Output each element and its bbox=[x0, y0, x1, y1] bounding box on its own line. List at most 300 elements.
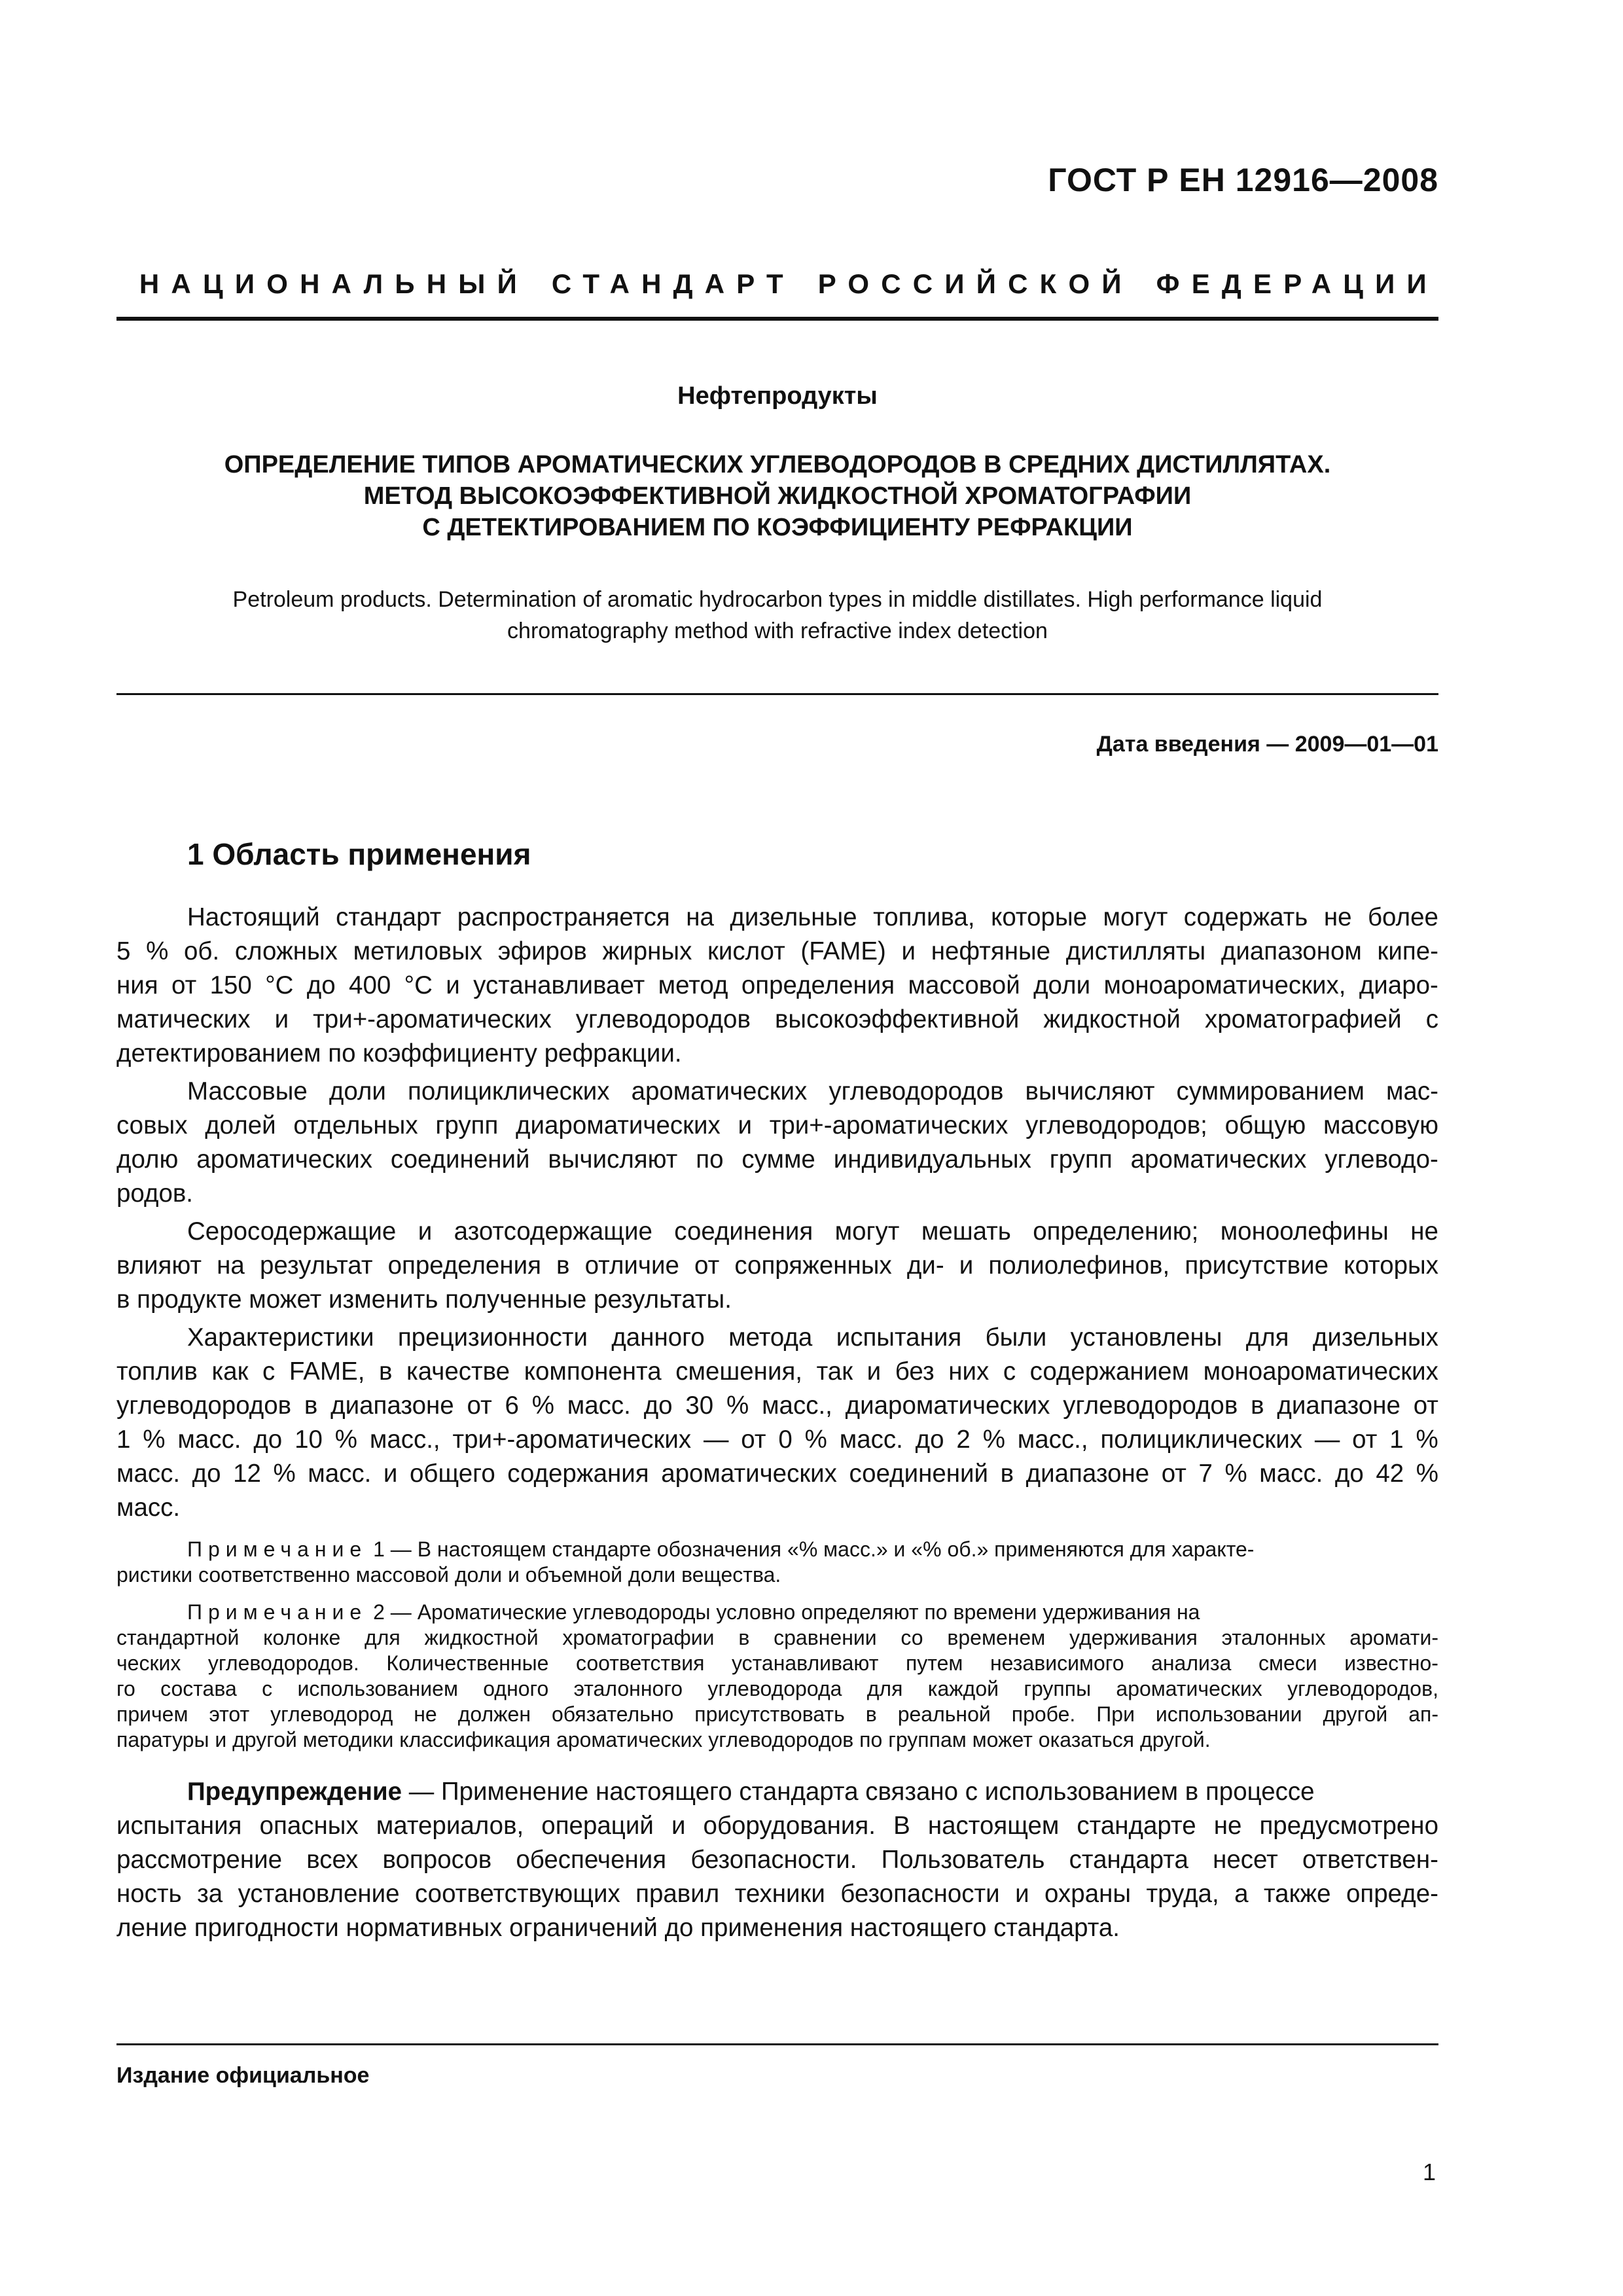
word: содержания bbox=[507, 1460, 649, 1488]
word: в bbox=[738, 1626, 750, 1649]
word: для bbox=[866, 1677, 903, 1700]
word: ароматических bbox=[661, 1460, 837, 1488]
word: диапазоне bbox=[330, 1391, 454, 1420]
word: массовую bbox=[1323, 1111, 1438, 1139]
text-line: в продукте может изменить полученные результаты. bbox=[116, 1285, 732, 1314]
word: углеводорода bbox=[707, 1677, 842, 1700]
text-line bbox=[116, 901, 1438, 935]
word: дизельные bbox=[730, 903, 857, 931]
word: удерживания bbox=[1069, 1626, 1198, 1649]
word: В bbox=[893, 1812, 910, 1840]
word: групп bbox=[1049, 1145, 1113, 1174]
word: испытания bbox=[836, 1323, 962, 1352]
word: до bbox=[915, 1426, 944, 1454]
word: оборудования. bbox=[703, 1812, 876, 1840]
word: 5 bbox=[116, 937, 131, 965]
word: кипе- bbox=[1377, 937, 1438, 965]
national-standard-line bbox=[116, 268, 1438, 300]
word: охраны bbox=[1044, 1880, 1132, 1908]
word: % bbox=[1224, 1460, 1247, 1488]
word: стандарте bbox=[1077, 1812, 1196, 1840]
warning-text: — Применение настоящего стандарта связано с использованием в процессе bbox=[402, 1778, 1315, 1806]
word: с bbox=[1003, 1357, 1016, 1386]
word: путем bbox=[905, 1651, 963, 1675]
word: % bbox=[726, 1391, 749, 1420]
word: техники bbox=[734, 1880, 825, 1908]
word: Массовые bbox=[187, 1077, 308, 1105]
word: жидкостной bbox=[424, 1626, 539, 1649]
word: 0 bbox=[778, 1426, 793, 1454]
word: операций bbox=[541, 1812, 654, 1840]
word: хроматографии bbox=[562, 1626, 715, 1649]
word: определения bbox=[387, 1251, 541, 1280]
word: за bbox=[197, 1880, 223, 1908]
word: результат bbox=[259, 1251, 373, 1280]
document-title bbox=[116, 449, 1438, 543]
word: ответствен- bbox=[1302, 1846, 1438, 1874]
word: % bbox=[146, 937, 169, 965]
word: так bbox=[816, 1357, 853, 1386]
word: в bbox=[556, 1251, 570, 1280]
word: которых bbox=[1344, 1251, 1438, 1280]
text-line bbox=[116, 1877, 1438, 1911]
word: диапазоном bbox=[1221, 937, 1362, 965]
header-rule bbox=[116, 317, 1438, 321]
word: 30 bbox=[685, 1391, 714, 1420]
word: Настоящий bbox=[187, 903, 320, 931]
word: углеводородов bbox=[575, 1005, 751, 1033]
word: сложных bbox=[234, 937, 338, 965]
word: на bbox=[217, 1251, 245, 1280]
word: суммированием bbox=[1176, 1077, 1364, 1105]
word: масс., bbox=[369, 1426, 440, 1454]
word: углеводородов bbox=[829, 1077, 1004, 1105]
word: ди- bbox=[906, 1251, 944, 1280]
text-line bbox=[116, 1389, 1438, 1423]
word: мешать bbox=[921, 1217, 1011, 1246]
word: масс. bbox=[116, 1460, 181, 1488]
word: доли bbox=[1033, 971, 1091, 999]
word: с bbox=[262, 1677, 273, 1700]
word: всех bbox=[306, 1846, 359, 1874]
word: предусмотрено bbox=[1259, 1812, 1438, 1840]
word: без bbox=[895, 1357, 935, 1386]
text-line bbox=[116, 1075, 1438, 1109]
word: до bbox=[253, 1426, 283, 1454]
word: соответствия bbox=[575, 1651, 705, 1675]
word: присутствие bbox=[1185, 1251, 1329, 1280]
heading-word: НАЦИОНАЛЬНЫЙ bbox=[139, 268, 529, 299]
word: правил bbox=[635, 1880, 720, 1908]
word: этот bbox=[209, 1702, 250, 1726]
word: сумме bbox=[741, 1145, 815, 1174]
note-label: Примечание bbox=[187, 1600, 368, 1624]
note-text: 1 — В настоящем стандарте обозначения «% масс.» и «% об.» применяются для характе- bbox=[367, 1537, 1255, 1561]
word: и bbox=[901, 937, 916, 965]
edition-label: Издание официальное bbox=[116, 2063, 370, 2088]
word: мас- bbox=[1386, 1077, 1438, 1105]
word: вычисляют bbox=[1025, 1077, 1155, 1105]
text-line bbox=[116, 1809, 1438, 1843]
word: от bbox=[741, 1426, 766, 1454]
word: установлены bbox=[1070, 1323, 1222, 1352]
word: от bbox=[1161, 1460, 1186, 1488]
text-line: ление пригодности нормативных ограничений до применения настоящего стандарта. bbox=[116, 1914, 1120, 1942]
word: смеси bbox=[1258, 1651, 1317, 1675]
word: углеводо- bbox=[1325, 1145, 1438, 1174]
text-line bbox=[116, 969, 1438, 1003]
word: кислот bbox=[707, 937, 785, 965]
word: ческих bbox=[116, 1651, 181, 1675]
word: до bbox=[1334, 1460, 1364, 1488]
word: 1 bbox=[1389, 1426, 1404, 1454]
word: сравнении bbox=[774, 1626, 877, 1649]
word: углеводородов. bbox=[207, 1651, 359, 1675]
word: °С bbox=[404, 971, 433, 999]
word: в bbox=[1000, 1460, 1014, 1488]
word: углеводородов, bbox=[1287, 1677, 1438, 1700]
note-first-line bbox=[116, 1600, 1438, 1625]
word: колонке bbox=[263, 1626, 341, 1649]
word: общего bbox=[410, 1460, 495, 1488]
word: Характеристики bbox=[187, 1323, 374, 1352]
word: топлив bbox=[116, 1357, 198, 1386]
text-line bbox=[116, 1003, 1438, 1037]
word: дистилляты bbox=[1065, 937, 1206, 965]
word: использованием bbox=[297, 1677, 458, 1700]
word: индивидуальных bbox=[833, 1145, 1031, 1174]
note-label: Примечание bbox=[187, 1537, 368, 1561]
word: содержанием bbox=[1029, 1357, 1190, 1386]
text-line bbox=[116, 1355, 1438, 1389]
word: диароматических bbox=[516, 1111, 721, 1139]
word: каждой bbox=[927, 1677, 999, 1700]
word: временем bbox=[947, 1626, 1046, 1649]
word: не bbox=[1213, 1812, 1242, 1840]
word: в bbox=[304, 1391, 318, 1420]
word: % bbox=[143, 1426, 166, 1454]
word: ность bbox=[116, 1880, 182, 1908]
word: три+-ароматических bbox=[313, 1005, 552, 1033]
word: диапазоне bbox=[1277, 1391, 1400, 1420]
word: ния bbox=[116, 971, 158, 999]
word: Серосодержащие bbox=[187, 1217, 397, 1246]
word: массовой bbox=[908, 971, 1020, 999]
section-body bbox=[116, 901, 1438, 1949]
word: 10 bbox=[294, 1426, 323, 1454]
word: FAME, bbox=[289, 1357, 365, 1386]
word: долю bbox=[116, 1145, 179, 1174]
word: матических bbox=[116, 1005, 251, 1033]
word: со bbox=[901, 1626, 923, 1649]
word: до bbox=[643, 1391, 673, 1420]
title-rule bbox=[116, 693, 1438, 695]
word: ароматических bbox=[196, 1145, 373, 1174]
word: которые bbox=[991, 903, 1088, 931]
word: стандарта bbox=[1069, 1846, 1188, 1874]
word: известно- bbox=[1344, 1651, 1438, 1675]
word: отличие bbox=[584, 1251, 679, 1280]
text-line bbox=[116, 1843, 1438, 1877]
word: жирных bbox=[602, 937, 692, 965]
word: метода bbox=[728, 1323, 813, 1352]
word: 150 bbox=[209, 971, 252, 999]
word: более bbox=[1367, 903, 1438, 931]
word: 7 bbox=[1198, 1460, 1213, 1488]
word: от bbox=[467, 1391, 492, 1420]
text-line bbox=[116, 1457, 1438, 1491]
word: а bbox=[1234, 1880, 1249, 1908]
word: % bbox=[273, 1460, 296, 1488]
word: (FAME) bbox=[800, 937, 886, 965]
word: метод bbox=[658, 971, 728, 999]
word: масс., bbox=[1017, 1426, 1088, 1454]
word: долей bbox=[205, 1111, 276, 1139]
word: устанавливают bbox=[731, 1651, 879, 1675]
word: и bbox=[738, 1111, 752, 1139]
word: до bbox=[192, 1460, 221, 1488]
word: три+-ароматических bbox=[769, 1111, 1008, 1139]
word: го bbox=[116, 1677, 135, 1700]
word: доли bbox=[329, 1077, 386, 1105]
word: от bbox=[1413, 1391, 1438, 1420]
word: три+-ароматических bbox=[452, 1426, 692, 1454]
word: от bbox=[1352, 1426, 1378, 1454]
section-title: 1 Область применения bbox=[187, 837, 531, 871]
note-line: ристики соответственно массовой доли и объемной доли вещества. bbox=[116, 1563, 781, 1587]
word: дизельных bbox=[1312, 1323, 1438, 1352]
word: безопасности. bbox=[690, 1846, 857, 1874]
word: 6 bbox=[505, 1391, 519, 1420]
word: одного bbox=[483, 1677, 549, 1700]
national-standard-heading bbox=[116, 268, 1438, 300]
warning-label: Предупреждение bbox=[187, 1778, 402, 1806]
word: соединений bbox=[849, 1460, 989, 1488]
word: труда, bbox=[1146, 1880, 1219, 1908]
word: соединения bbox=[674, 1217, 813, 1246]
word: диароматических bbox=[845, 1391, 1050, 1420]
word: установление bbox=[238, 1880, 400, 1908]
note-line: паратуры и другой методики классификация ароматических углеводородов по группам может оказаться другой. bbox=[116, 1728, 1211, 1751]
word: 400 bbox=[349, 971, 391, 999]
word: компонента bbox=[524, 1357, 662, 1386]
word: ап- bbox=[1408, 1702, 1438, 1726]
word: — bbox=[703, 1426, 729, 1454]
word: вопросов bbox=[382, 1846, 492, 1874]
word: смешения, bbox=[675, 1357, 802, 1386]
word: углеводородов bbox=[1063, 1391, 1238, 1420]
word: и bbox=[446, 971, 460, 999]
note-line bbox=[116, 1676, 1438, 1702]
introduction-date: Дата введения — 2009—01—01 bbox=[1096, 732, 1438, 757]
paragraph bbox=[116, 1321, 1438, 1525]
word: и bbox=[1015, 1880, 1029, 1908]
word: Пользователь bbox=[881, 1846, 1045, 1874]
word: на bbox=[686, 903, 714, 931]
text-line bbox=[116, 1249, 1438, 1283]
footer-rule bbox=[116, 2043, 1438, 2045]
text-line bbox=[116, 1143, 1438, 1177]
word: стандартной bbox=[116, 1626, 240, 1649]
word: не bbox=[1323, 903, 1352, 931]
word: устанавливает bbox=[473, 971, 645, 999]
word: с bbox=[1425, 1005, 1438, 1033]
note-1 bbox=[116, 1537, 1438, 1588]
word: диаро- bbox=[1359, 971, 1438, 999]
word: диапазоне bbox=[1026, 1460, 1150, 1488]
word: ароматических bbox=[631, 1077, 808, 1105]
word: настоящем bbox=[927, 1812, 1060, 1840]
word: масс. bbox=[308, 1460, 372, 1488]
word: несет bbox=[1213, 1846, 1278, 1874]
word: % bbox=[804, 1426, 827, 1454]
word: ароматических bbox=[1116, 1677, 1262, 1700]
word: ароматических bbox=[1130, 1145, 1307, 1174]
word: группы bbox=[1024, 1677, 1092, 1700]
note-2 bbox=[116, 1600, 1438, 1753]
word: моноолефины bbox=[1220, 1217, 1389, 1246]
text-line: родов. bbox=[116, 1179, 194, 1208]
word: % bbox=[1416, 1460, 1438, 1488]
paragraph bbox=[116, 901, 1438, 1071]
word: опреде- bbox=[1346, 1880, 1438, 1908]
word: обеспечения bbox=[516, 1846, 667, 1874]
title-line: ОПРЕДЕЛЕНИЕ ТИПОВ АРОМАТИЧЕСКИХ УГЛЕВОДОРОДОВ В СРЕДНИХ ДИСТИЛЛЯТАХ. bbox=[224, 451, 1331, 478]
text-line: масс. bbox=[116, 1494, 181, 1522]
word: могут bbox=[834, 1217, 900, 1246]
note-first-line bbox=[116, 1537, 1438, 1562]
word: были bbox=[985, 1323, 1047, 1352]
text-line: детектированием по коэффициенту рефракции. bbox=[116, 1039, 682, 1067]
word: от bbox=[171, 971, 197, 999]
word: масс. bbox=[1259, 1460, 1323, 1488]
word: распространяется bbox=[457, 903, 670, 931]
word: соединений bbox=[390, 1145, 530, 1174]
word: них bbox=[948, 1357, 990, 1386]
word: 1 bbox=[116, 1426, 131, 1454]
word: При bbox=[1096, 1702, 1135, 1726]
heading-word: СТАНДАРТ bbox=[551, 268, 795, 299]
word: 12 bbox=[233, 1460, 261, 1488]
warning-paragraph bbox=[116, 1775, 1438, 1945]
warning-first-line bbox=[116, 1775, 1438, 1809]
word: материалов, bbox=[376, 1812, 524, 1840]
english-title-line: Petroleum products. Determination of aromatic hydrocarbon types in middle distillates. High performance liquid bbox=[232, 587, 1323, 612]
word: определению; bbox=[1033, 1217, 1199, 1246]
note-line bbox=[116, 1702, 1438, 1727]
text-line bbox=[116, 935, 1438, 969]
word: состава bbox=[160, 1677, 237, 1700]
text-line bbox=[116, 1321, 1438, 1355]
word: могут bbox=[1103, 903, 1168, 931]
word: и bbox=[274, 1005, 289, 1033]
word: опасных bbox=[259, 1812, 359, 1840]
word: для bbox=[1245, 1323, 1289, 1352]
word: анализа bbox=[1151, 1651, 1232, 1675]
word: и bbox=[671, 1812, 686, 1840]
document-page bbox=[116, 0, 1438, 2296]
word: использовании bbox=[1155, 1702, 1302, 1726]
word: эталонного bbox=[573, 1677, 683, 1700]
word: прецизионности bbox=[397, 1323, 588, 1352]
word: не bbox=[1410, 1217, 1438, 1246]
note-line bbox=[116, 1625, 1438, 1651]
word: причем bbox=[116, 1702, 188, 1726]
word: обязательно bbox=[551, 1702, 674, 1726]
word: азотсодержащие bbox=[454, 1217, 652, 1246]
word: и bbox=[418, 1217, 433, 1246]
word: эфиров bbox=[497, 937, 587, 965]
page-number: 1 bbox=[1422, 2159, 1436, 2185]
word: безопасности bbox=[840, 1880, 1000, 1908]
word: % bbox=[982, 1426, 1005, 1454]
word: — bbox=[1314, 1426, 1340, 1454]
note-text: 2 — Ароматические углеводороды условно определяют по времени удерживания на bbox=[367, 1600, 1200, 1624]
word: 2 bbox=[956, 1426, 971, 1454]
word: полиолефинов, bbox=[988, 1251, 1170, 1280]
word: метиловых bbox=[353, 937, 483, 965]
word: общую bbox=[1224, 1111, 1306, 1139]
word: для bbox=[365, 1626, 401, 1649]
word: до bbox=[306, 971, 336, 999]
word: полициклических bbox=[1100, 1426, 1302, 1454]
word: групп bbox=[435, 1111, 499, 1139]
english-title bbox=[156, 584, 1399, 647]
word: моноароматических bbox=[1203, 1357, 1438, 1386]
word: от bbox=[694, 1251, 720, 1280]
word: высокоэффективной bbox=[774, 1005, 1020, 1033]
word: пробе. bbox=[1011, 1702, 1076, 1726]
word: также bbox=[1263, 1880, 1331, 1908]
word: совых bbox=[116, 1111, 188, 1139]
word: % bbox=[531, 1391, 554, 1420]
word: Количественные bbox=[386, 1651, 549, 1675]
word: масс., bbox=[762, 1391, 832, 1420]
text-line bbox=[116, 1215, 1438, 1249]
word: °С bbox=[265, 971, 294, 999]
note-line bbox=[116, 1651, 1438, 1676]
title-line: С ДЕТЕКТИРОВАНИЕМ ПО КОЭФФИЦИЕНТУ РЕФРАКЦИИ bbox=[422, 514, 1133, 541]
paragraph bbox=[116, 1075, 1438, 1211]
word: стандарт bbox=[336, 903, 442, 931]
word: данного bbox=[611, 1323, 705, 1352]
word: масс. bbox=[177, 1426, 241, 1454]
word: должен bbox=[457, 1702, 531, 1726]
word: не bbox=[414, 1702, 437, 1726]
word: как bbox=[211, 1357, 249, 1386]
word: и bbox=[866, 1357, 882, 1386]
word: % bbox=[334, 1426, 357, 1454]
word: и bbox=[959, 1251, 974, 1280]
word: соответствующих bbox=[415, 1880, 620, 1908]
word: полициклических bbox=[407, 1077, 610, 1105]
text-line bbox=[116, 1109, 1438, 1143]
word: другой bbox=[1323, 1702, 1388, 1726]
word: в bbox=[1251, 1391, 1264, 1420]
heading-word: ФЕДЕРАЦИИ bbox=[1156, 268, 1438, 299]
paragraph bbox=[116, 1215, 1438, 1317]
heading-word: РОССИЙСКОЙ bbox=[817, 268, 1133, 299]
word: по bbox=[696, 1145, 724, 1174]
word: эталонных bbox=[1221, 1626, 1326, 1649]
word: углеводородов; bbox=[1026, 1111, 1207, 1139]
word: моноароматических, bbox=[1103, 971, 1346, 999]
word: углеводород bbox=[270, 1702, 393, 1726]
word: в bbox=[379, 1357, 393, 1386]
word: нефтяные bbox=[931, 937, 1051, 965]
word: отдельных bbox=[293, 1111, 418, 1139]
word: влияют bbox=[116, 1251, 202, 1280]
